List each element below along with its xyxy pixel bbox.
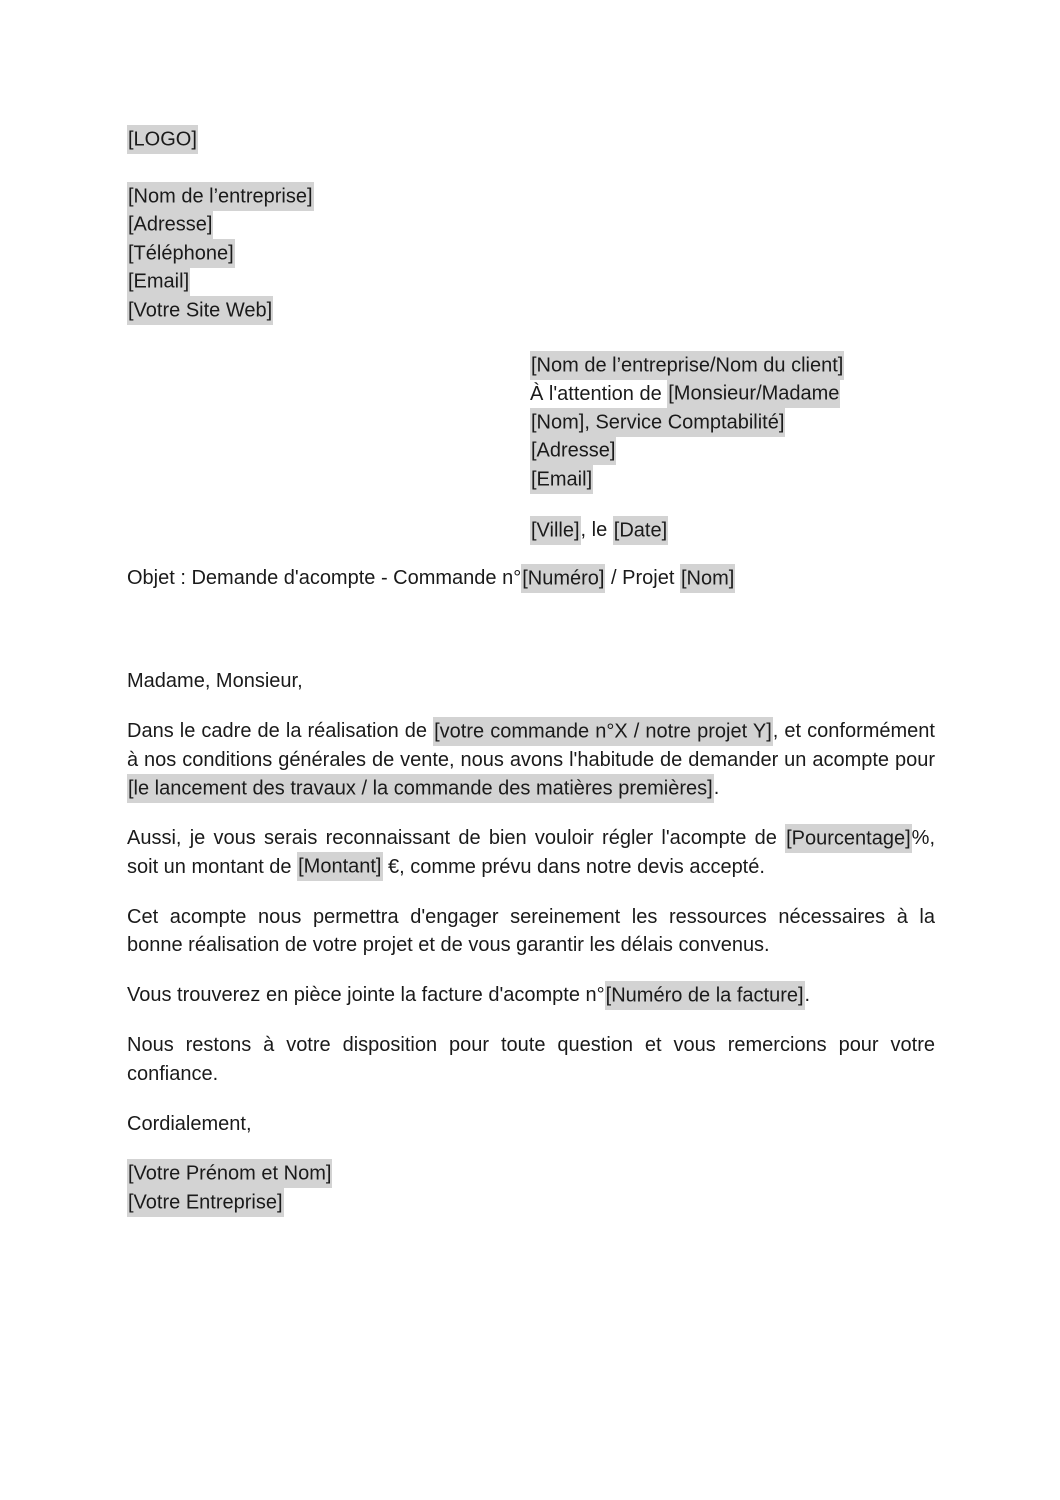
valediction <box>127 1110 935 1139</box>
highlight-placeholder: [Email] <box>127 267 190 296</box>
text-segment: Nous restons à votre disposition pour toute question et vous remercions pour votre confiance. <box>127 1034 935 1085</box>
highlight-placeholder: [Monsieur/Madame <box>667 379 840 408</box>
sender-email-line <box>127 268 314 297</box>
recipient-block <box>530 351 844 494</box>
highlight-placeholder: [Pourcentage] <box>785 824 912 853</box>
text-segment: . <box>804 984 811 1006</box>
subject-line-text <box>127 564 735 593</box>
signature-block <box>127 1160 935 1217</box>
highlight-placeholder: [votre commande n°X / notre projet Y] <box>433 717 773 746</box>
letter-body <box>127 667 935 1217</box>
recipient-company-line <box>530 351 844 380</box>
text-segment: Objet : Demande d'acompte - Commande n° <box>127 567 522 589</box>
highlight-placeholder: [Téléphone] <box>127 239 235 268</box>
highlight-placeholder: [le lancement des travaux / la commande des matières premières] <box>127 774 714 803</box>
highlight-placeholder: [Email] <box>530 465 593 494</box>
highlight-placeholder: [Votre Prénom et Nom] <box>127 1159 332 1188</box>
text-segment: Cet acompte nous permettra d'engager sereinement les ressources nécessaires à la bonne réalisation de votre projet et de vous garantir les délais convenus. <box>127 905 935 956</box>
highlight-placeholder: [Votre Entreprise] <box>127 1188 284 1217</box>
text-segment: , et conformément à nos conditions générales de vente, nous avons l'habitude de demander un acompte pour <box>127 720 935 771</box>
recipient-attention-line <box>530 380 844 409</box>
highlight-placeholder: [Nom], Service Comptabilité] <box>530 408 785 437</box>
text-segment: , le <box>580 519 613 541</box>
highlight-placeholder: [Nom] <box>680 564 735 593</box>
sender-website-line <box>127 296 314 325</box>
text-segment: À l'attention de <box>530 382 668 405</box>
text-segment: / Projet <box>605 567 680 589</box>
text-segment: %, soit un montant de <box>127 827 935 878</box>
text-segment: €, comme prévu dans notre devis accepté. <box>382 855 765 878</box>
highlight-placeholder: [Adresse] <box>530 436 616 465</box>
salutation <box>127 667 935 696</box>
signature-name-line <box>127 1160 935 1189</box>
recipient-contact-line <box>530 408 844 437</box>
text-segment: Dans le cadre de la réalisation de <box>127 720 434 742</box>
highlight-placeholder: [Ville] <box>530 516 581 545</box>
body-paragraph-request <box>127 824 935 881</box>
body-paragraph-attachment <box>127 981 935 1010</box>
sender-block <box>127 182 314 325</box>
signature-company-line <box>127 1188 935 1217</box>
body-paragraph-closing <box>127 1031 935 1088</box>
text-segment: . <box>713 777 720 799</box>
highlight-placeholder: [Montant] <box>297 852 382 881</box>
highlight-placeholder: [Date] <box>613 516 668 545</box>
highlight-placeholder: [Numéro de la facture] <box>605 981 805 1010</box>
recipient-email-line <box>530 465 844 494</box>
sender-phone-line <box>127 239 314 268</box>
highlight-placeholder: [Nom de l’entreprise] <box>127 182 314 211</box>
text-segment: Cordialement, <box>127 1112 252 1135</box>
city-date-line <box>530 516 668 545</box>
subject-block <box>127 564 735 593</box>
date-line-block <box>530 516 668 545</box>
highlight-placeholder: [Nom de l’entreprise/Nom du client] <box>530 351 844 380</box>
logo-placeholder-block <box>127 125 198 154</box>
logo-placeholder <box>127 125 198 154</box>
recipient-address-line <box>530 437 844 466</box>
highlight-placeholder: [LOGO] <box>127 125 198 154</box>
text-segment: Madame, Monsieur, <box>127 670 303 692</box>
highlight-placeholder: [Votre Site Web] <box>127 296 273 325</box>
highlight-placeholder: [Adresse] <box>127 210 213 239</box>
body-paragraph-context <box>127 717 935 803</box>
body-paragraph-benefit <box>127 903 935 960</box>
sender-address-line <box>127 211 314 240</box>
text-segment: Vous trouverez en pièce jointe la facture d'acompte n° <box>127 984 605 1006</box>
sender-company-line <box>127 182 314 211</box>
highlight-placeholder: [Numéro] <box>521 564 605 593</box>
text-segment: Aussi, je vous serais reconnaissant de bien vouloir régler l'acompte de <box>127 827 786 849</box>
